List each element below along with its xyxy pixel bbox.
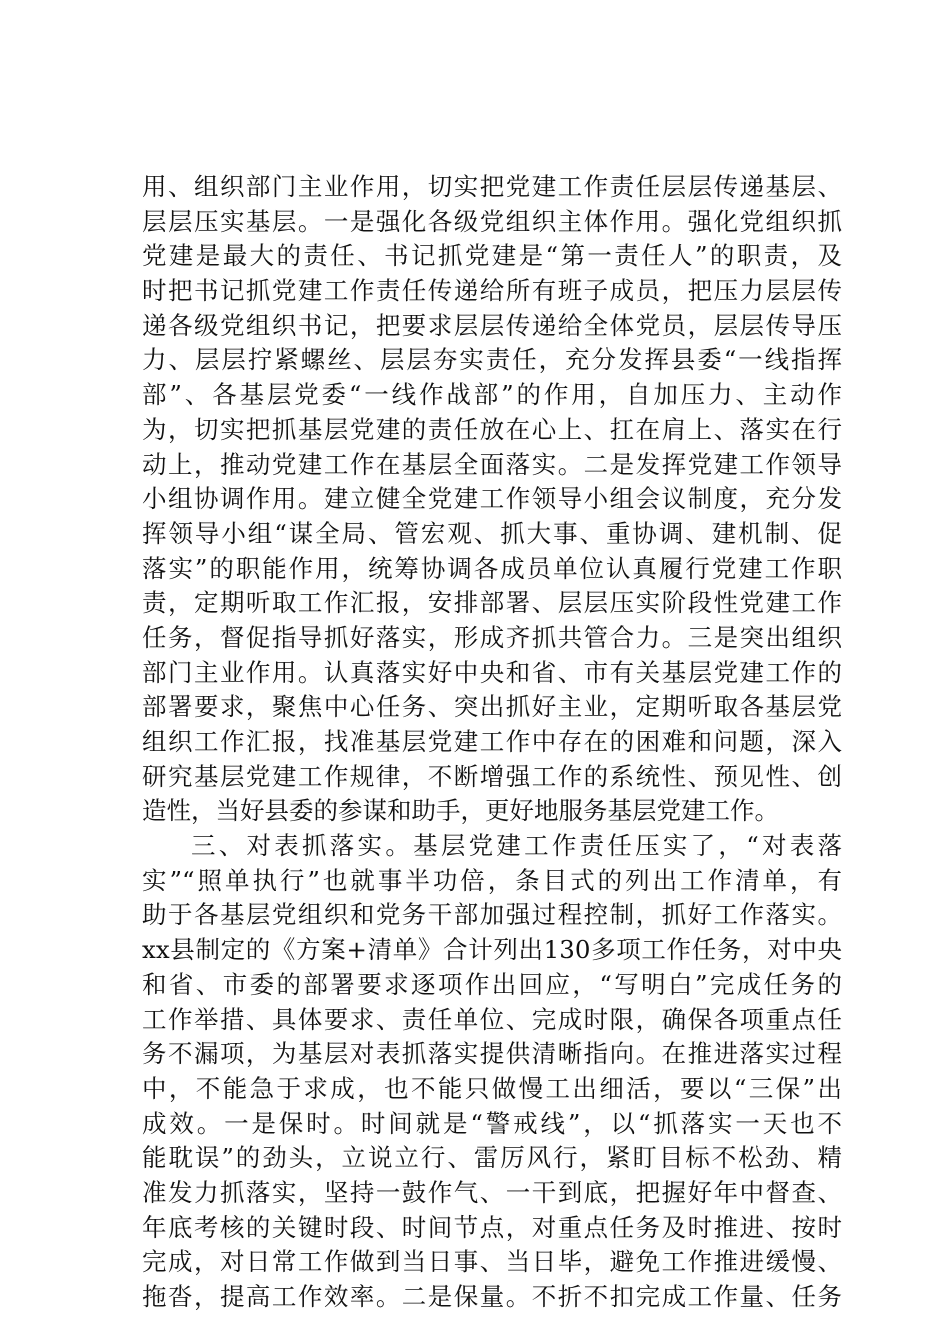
text-line: 拖沓，提高工作效率。二是保量。不折不扣完成工作量、任务	[142, 1282, 842, 1311]
text-line: 落实”的职能作用，统筹协调各成员单位认真履行党建工作职	[142, 553, 842, 583]
text-line: 准发力抓落实，坚持一鼓作气、一干到底，把握好年中督查、	[142, 1177, 842, 1207]
text-line: 能耽误”的劲头，立说立行、雷厉风行，紧盯目标不松劲、精	[142, 1143, 842, 1173]
text-line: 递各级党组织书记，把要求层层传递给全体党员，层层传导压	[142, 310, 842, 340]
text-line: 成效。一是保时。时间就是“警戒线”，以“抓落实一天也不	[142, 1108, 842, 1138]
text-line: 任务，督促指导抓好落实，形成齐抓共管合力。三是突出组织	[142, 622, 842, 652]
text-line: 为，切实把抓基层党建的责任放在心上、扛在肩上、落实在行	[142, 414, 842, 444]
text-line: 力、层层拧紧螺丝、层层夯实责任，充分发挥县委“一线指挥	[142, 345, 842, 375]
text-line: 务不漏项，为基层对表抓落实提供清晰指向。在推进落实过程	[142, 1039, 842, 1069]
text-line: 部门主业作用。认真落实好中央和省、市有关基层党建工作的	[142, 657, 842, 687]
text-line: 小组协调作用。建立健全党建工作领导小组会议制度，充分发	[142, 484, 842, 514]
text-line: 工作举措、具体要求、责任单位、完成时限，确保各项重点任	[142, 1004, 842, 1034]
text-line: 挥领导小组“谋全局、管宏观、抓大事、重协调、建机制、促	[142, 518, 842, 548]
text-line: 中，不能急于求成，也不能只做慢工出细活，要以“三保”出	[142, 1073, 842, 1103]
text-line: 部”、各基层党委“一线作战部”的作用，自加压力、主动作	[142, 380, 842, 410]
document-body	[142, 170, 842, 1315]
text-line: 部署要求，聚焦中心任务、突出抓好主业，定期听取各基层党	[142, 692, 842, 722]
text-line: 责，定期听取工作汇报，安排部署、层层压实阶段性党建工作	[142, 588, 842, 618]
text-line: xx县制定的《方案+清单》合计列出130多项工作任务，对中央	[142, 935, 842, 965]
text-line: 组织工作汇报，找准基层党建工作中存在的困难和问题，深入	[142, 727, 842, 756]
text-line: 实”“照单执行”也就事半功倍，条目式的列出工作清单，有	[142, 865, 842, 895]
text-line: 研究基层党建工作规律，不断增强工作的系统性、预见性、创	[142, 761, 842, 791]
text-line: 动上，推动党建工作在基层全面落实。二是发挥党建工作领导	[142, 449, 842, 479]
text-line: 助于各基层党组织和党务干部加强过程控制，抓好工作落实。	[142, 900, 842, 930]
text-line: 时把书记抓党建工作责任传递给所有班子成员，把压力层层传	[142, 276, 842, 306]
text-line: 用、组织部门主业作用，切实把党建工作责任层层传递基层、	[142, 172, 842, 201]
text-line: 层层压实基层。一是强化各级党组织主体作用。强化党组织抓	[142, 206, 842, 236]
text-line: 三、对表抓落实。基层党建工作责任压实了，“对表落	[191, 831, 842, 861]
text-line: 完成，对日常工作做到当日事、当日毕，避免工作推进缓慢、	[142, 1247, 842, 1277]
text-line: 造性，当好县委的参谋和助手，更好地服务基层党建工作。	[142, 796, 779, 826]
text-line: 和省、市委的部署要求逐项作出回应，“写明白”完成任务的	[142, 969, 842, 999]
text-line: 年底考核的关键时段、时间节点，对重点任务及时推进、按时	[142, 1212, 842, 1242]
text-line: 党建是最大的责任、书记抓党建是“第一责任人”的职责，及	[142, 241, 842, 271]
